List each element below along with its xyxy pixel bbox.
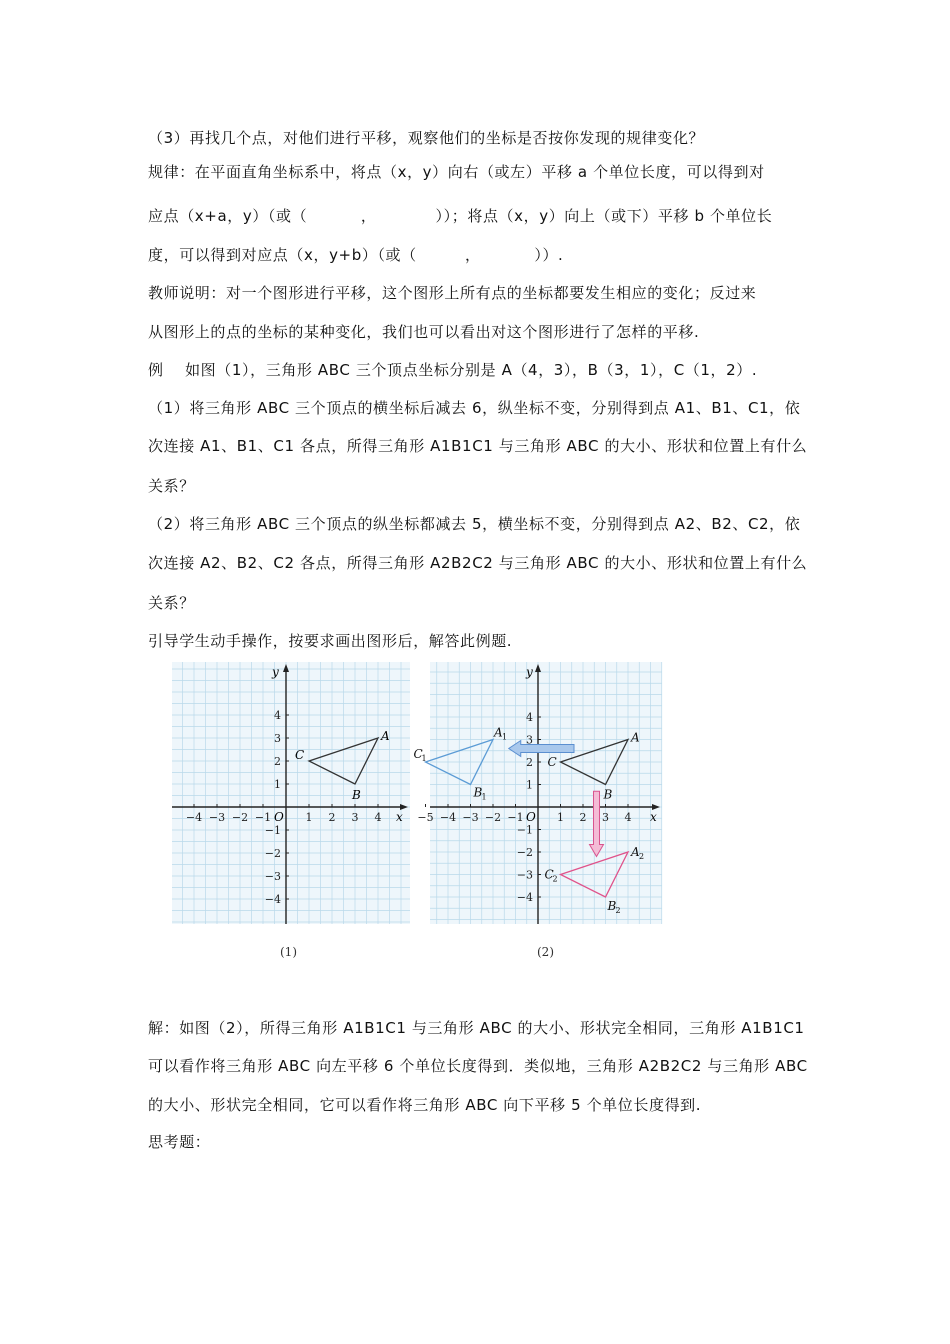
text-line-14: 引导学生动手操作，按要求画出图形后，解答此例题.	[148, 632, 513, 650]
label-c: C	[295, 748, 305, 762]
text-line-3: 应点（x+a，y）（或（ ， ））；将点（x，y）向上（或下）平移 b 个单位长	[148, 207, 773, 225]
x-tick-label: −3	[208, 811, 226, 824]
text-line-4: 度，可以得到对应点（x，y+b）（或（ ， ））.	[148, 246, 564, 264]
text-line-16: 可以看作将三角形 ABC 向左平移 6 个单位长度得到．类似地，三角形 A2B2C2 与三角形 ABC	[148, 1057, 808, 1075]
x-tick-label: −1	[254, 811, 272, 824]
text-line-6: 从图形上的点的坐标的某种变化，我们也可以看出对这个图形进行了怎样的平移.	[148, 323, 700, 341]
label-c2-subscript: 2	[552, 874, 558, 884]
label-a1-subscript: 1	[502, 732, 508, 742]
x-tick-label: −3	[462, 811, 479, 824]
x-tick-label: −1	[507, 811, 524, 824]
y-axis-label: y	[272, 665, 279, 679]
text-line-7: 例 如图（1），三角形 ABC 三个顶点坐标分别是 A（4，3），B（3，1），C（1，2）.	[148, 361, 758, 379]
text-line-15: 解：如图（2），所得三角形 A1B1C1 与三角形 ABC 的大小、形状完全相同，三角形 A1B1C1	[148, 1019, 805, 1037]
x-tick-label: 4	[624, 811, 632, 824]
x-axis-label: x	[396, 810, 403, 824]
origin-label: O	[274, 810, 284, 824]
x-tick-label: −2	[231, 811, 249, 824]
x-axis-label: x	[650, 810, 657, 824]
text-line-2: 规律：在平面直角坐标系中，将点（x，y）向右（或左）平移 a 个单位长度，可以得到对	[148, 163, 765, 181]
y-tick-label: 2	[274, 755, 281, 768]
y-tick-label: −2	[516, 846, 533, 859]
text-line-5: 教师说明：对一个图形进行平移，这个图形上所有点的坐标都要发生相应的变化；反过来	[148, 284, 757, 302]
x-tick-label: 3	[351, 811, 359, 824]
grid-background	[172, 662, 410, 924]
text-line-12: 次连接 A2、B2、C2 各点，所得三角形 A2B2C2 与三角形 ABC 的大小、形状和位置上有什么	[148, 554, 808, 572]
y-tick-label: 3	[526, 733, 533, 747]
x-tick-label: 2	[328, 811, 336, 824]
label-a1: A	[494, 725, 503, 740]
label-c1-subscript: 1	[421, 754, 427, 763]
label-c1: C	[413, 747, 423, 761]
text-line-1: （3）再找几个点，对他们进行平移，观察他们的坐标是否按你发现的规律变化？	[148, 129, 705, 147]
x-tick-label: 4	[374, 811, 382, 824]
x-tick-label: 3	[602, 811, 609, 824]
y-tick-label: −3	[264, 870, 281, 883]
origin-label: O	[526, 810, 536, 824]
y-tick-label: 1	[274, 778, 281, 791]
x-tick-label: 1	[557, 811, 564, 824]
y-tick-label: 2	[526, 756, 533, 769]
label-b1: B	[473, 785, 483, 800]
y-tick-label: 4	[274, 709, 281, 722]
figure-2-coordinate-grid	[413, 662, 662, 924]
y-tick-label: 3	[274, 732, 281, 745]
y-tick-label: −2	[264, 847, 281, 860]
y-tick-label: −1	[516, 823, 533, 837]
label-b1-subscript: 1	[481, 792, 487, 802]
figure-1-coordinate-grid	[172, 662, 410, 924]
y-tick-label: 4	[526, 711, 533, 724]
label-b2-subscript: 2	[615, 906, 621, 915]
text-line-8: （1）将三角形 ABC 三个顶点的横坐标后减去 6，纵坐标不变，分别得到点 A1、B1、C1，依	[148, 399, 801, 417]
x-tick-label: −4	[439, 811, 457, 824]
label-a2-subscript: 2	[639, 852, 645, 861]
text-line-10: 关系？	[148, 477, 195, 495]
label-c2: C	[544, 867, 554, 882]
label-a: A	[381, 729, 390, 743]
figure-2-caption: (2)	[537, 945, 554, 959]
text-line-11: （2）将三角形 ABC 三个顶点的纵坐标都减去 5，横坐标不变，分别得到点 A2、B2、C2，依	[148, 515, 801, 533]
text-line-9: 次连接 A1、B1、C1 各点，所得三角形 A1B1C1 与三角形 ABC 的大小、形状和位置上有什么	[148, 437, 808, 455]
x-tick-label: −2	[484, 811, 502, 824]
label-b: B	[352, 788, 361, 802]
y-tick-label: −1	[264, 824, 281, 837]
y-tick-label: 1	[526, 778, 533, 792]
y-tick-label: −4	[516, 891, 533, 904]
label-a2: A	[631, 845, 640, 859]
figure-1-caption: (1)	[280, 945, 297, 959]
label-b: B	[603, 787, 613, 802]
y-tick-label: −3	[516, 868, 533, 882]
label-b2: B	[607, 899, 617, 913]
x-tick-label: 1	[305, 811, 313, 824]
y-axis-label: y	[526, 665, 533, 679]
text-line-18: 思考题：	[148, 1133, 211, 1151]
y-tick-label: −4	[264, 893, 281, 906]
x-tick-label: 2	[579, 811, 587, 824]
x-tick-label: −5	[417, 811, 434, 824]
grid-background	[430, 662, 662, 924]
text-line-17: 的大小、形状完全相同，它可以看作将三角形 ABC 向下平移 5 个单位长度得到.	[148, 1096, 702, 1114]
x-tick-label: −4	[185, 811, 203, 824]
label-c: C	[547, 755, 557, 769]
text-line-13: 关系？	[148, 594, 195, 612]
label-a: A	[631, 730, 640, 745]
